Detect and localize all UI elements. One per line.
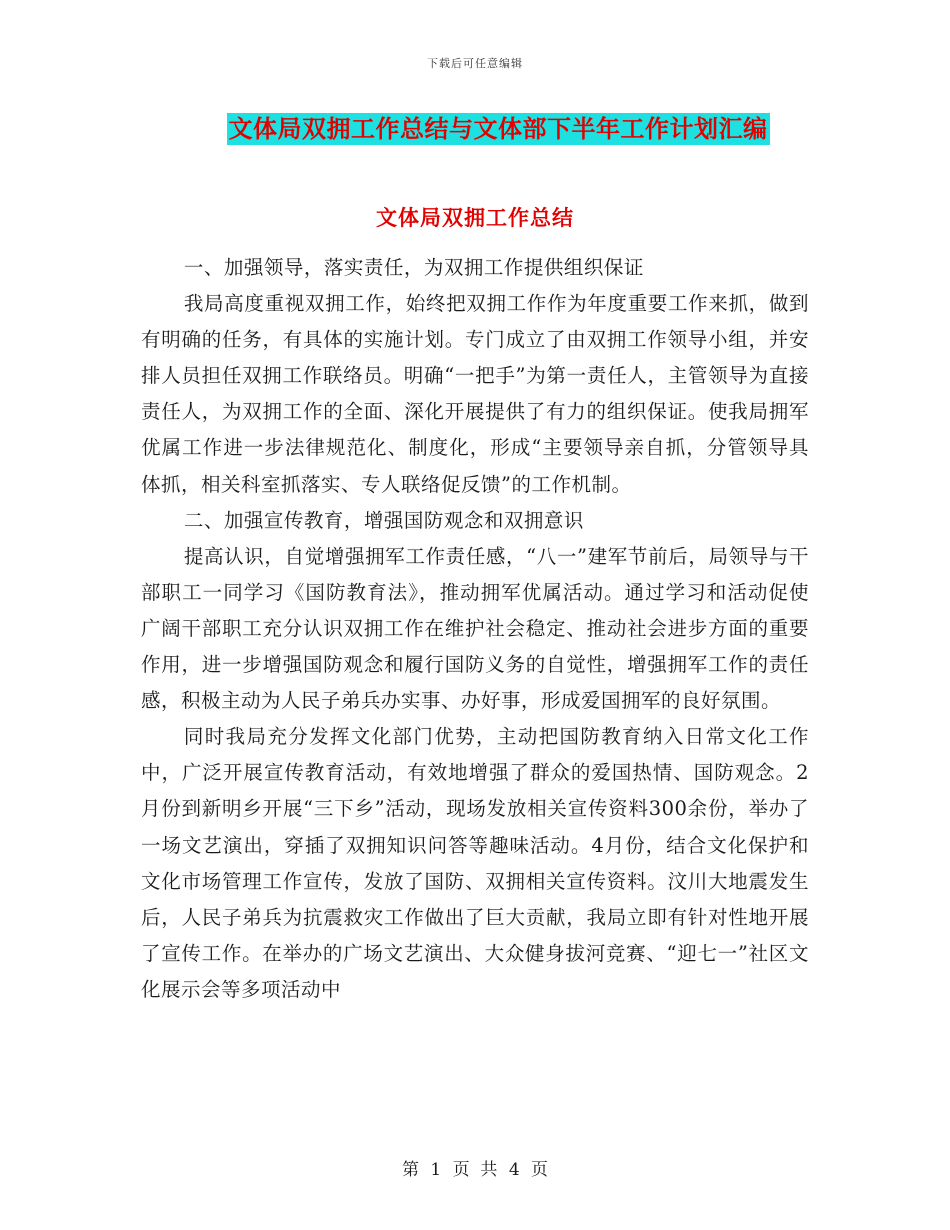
paragraph-1: 我局高度重视双拥工作，始终把双拥工作作为年度重要工作来抓，做到有明确的任务，有具体的实施计划。专门成立了由双拥工作领导小组，并安排人员担任双拥工作联络员。明确“一把手”为第一责任人，主管领导为直接责任人，为双拥工作的全面、深化开展提供了有力的组织保证。使我局拥军优属工作进一步法律规范化、制度化，形成“主要领导亲自抓，分管领导具体抓，相关科室抓落实、专人联络促反馈”的工作机制。 bbox=[141, 292, 809, 496]
footer-total-pages: 4 bbox=[508, 1160, 520, 1180]
section-title: 文体局双拥工作总结 bbox=[376, 205, 574, 230]
main-title: 文体局双拥工作总结与文体部下半年工作计划汇编 bbox=[228, 114, 768, 143]
document-body bbox=[141, 250, 809, 1008]
section-heading-1: 一、加强领导，落实责任，为双拥工作提供组织保证 bbox=[183, 256, 644, 279]
page-footer bbox=[0, 1155, 950, 1180]
paragraph-2: 提高认识，自觉增强拥军工作责任感，“八一”建军节前后，局领导与干部职工一同学习《国防教育法》，推动拥军优属活动。通过学习和活动促使广阔干部职工充分认识双拥工作在维护社会稳定、推动社会进步方面的重要作用，进一步增强国防观念和履行国防义务的自觉性，增强拥军工作的责任感，积极主动为人民子弟兵办实事、办好事，形成爱国拥军的良好氛围。 bbox=[141, 544, 809, 713]
footer-page-number: 1 bbox=[430, 1160, 442, 1180]
section-heading-2: 二、加强宣传教育，增强国防观念和双拥意识 bbox=[183, 508, 584, 532]
main-title-container bbox=[0, 113, 950, 145]
footer-prefix: 第 bbox=[401, 1160, 419, 1180]
header-note: 下载后可任意编辑 bbox=[427, 57, 523, 70]
footer-suffix: 页 bbox=[531, 1160, 549, 1180]
footer-middle: 页 共 bbox=[452, 1160, 498, 1180]
paragraph-3: 同时我局充分发挥文化部门优势，主动把国防教育纳入日常文化工作中，广泛开展宣传教育活动，有效地增强了群众的爱国热情、国防观念。2月份到新明乡开展“三下乡”活动，现场发放相关宣传资料300余份，举办了一场文艺演出，穿插了双拥知识问答等趣味活动。4月份，结合文化保护和文化市场管理工作宣传，发放了国防、双拥相关宣传资料。汶川大地震发生后，人民子弟兵为抗震救灾工作做出了巨大贡献，我局立即有针对性地开展了宣传工作。在举办的广场文艺演出、大众健身拔河竞赛、“迎七一”社区文化展示会等多项活动中 bbox=[141, 725, 809, 1001]
